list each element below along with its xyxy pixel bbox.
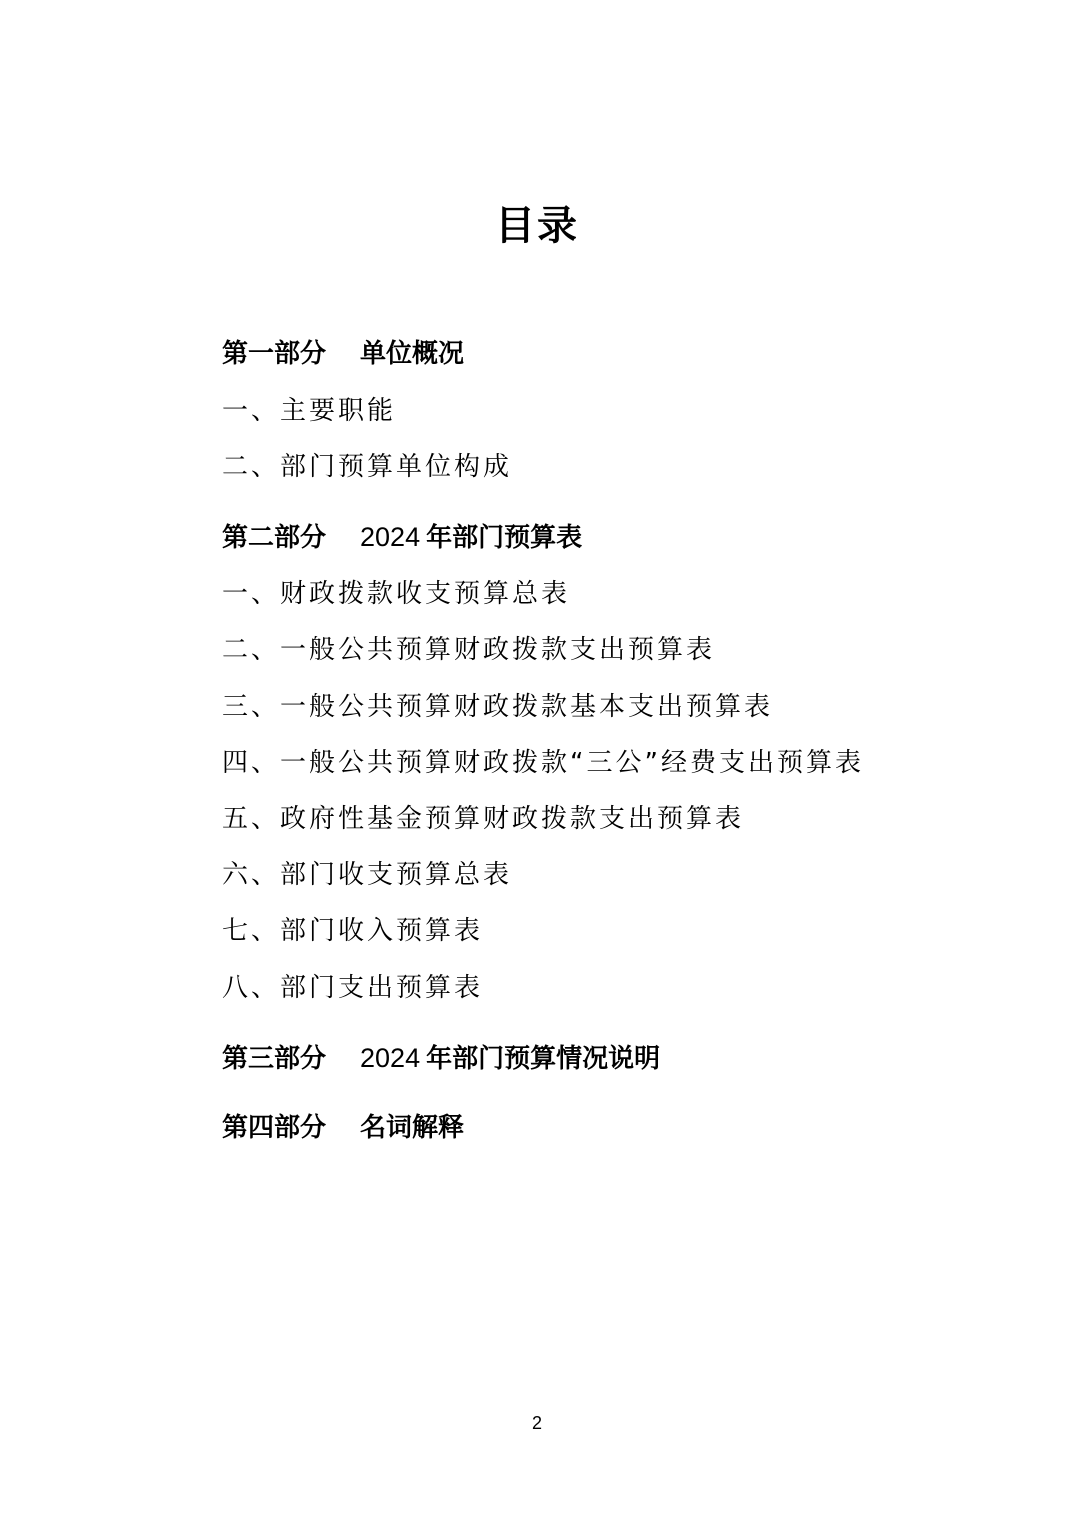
toc-item: 四、一般公共预算财政拨款“三公”经费支出预算表 [222,748,864,778]
toc-item: 一、财政拨款收支预算总表 [222,579,571,609]
section-prefix: 第一部分 [222,339,327,369]
toc-item: 七、部门收入预算表 [222,916,484,946]
toc-item: 三、一般公共预算财政拨款基本支出预算表 [222,692,774,722]
page-number: 2 [531,1413,542,1433]
toc-section-1 [222,336,464,372]
toc-item: 二、一般公共预算财政拨款支出预算表 [222,635,716,665]
toc-section-3 [222,1040,660,1077]
section-title: 年部门预算情况说明 [426,1044,661,1074]
section-prefix: 第二部分 [222,523,327,553]
section-prefix: 第四部分 [222,1113,327,1143]
section-year: 2024 [360,522,421,552]
section-title: 名词解释 [360,1113,465,1143]
toc-item: 八、部门支出预算表 [222,973,484,1003]
section-title: 单位概况 [360,339,465,369]
toc-section-2 [222,519,582,556]
section-year: 2024 [360,1043,421,1073]
section-title: 年部门预算表 [426,523,583,553]
toc-item: 五、政府性基金预算财政拨款支出预算表 [222,804,745,834]
toc-section-4 [222,1110,464,1146]
toc-item: 二、部门预算单位构成 [222,452,513,482]
page-title: 目录 [495,203,579,249]
toc-item: 六、部门收支预算总表 [222,860,513,890]
toc-item: 一、主要职能 [222,396,397,426]
section-prefix: 第三部分 [222,1044,327,1074]
